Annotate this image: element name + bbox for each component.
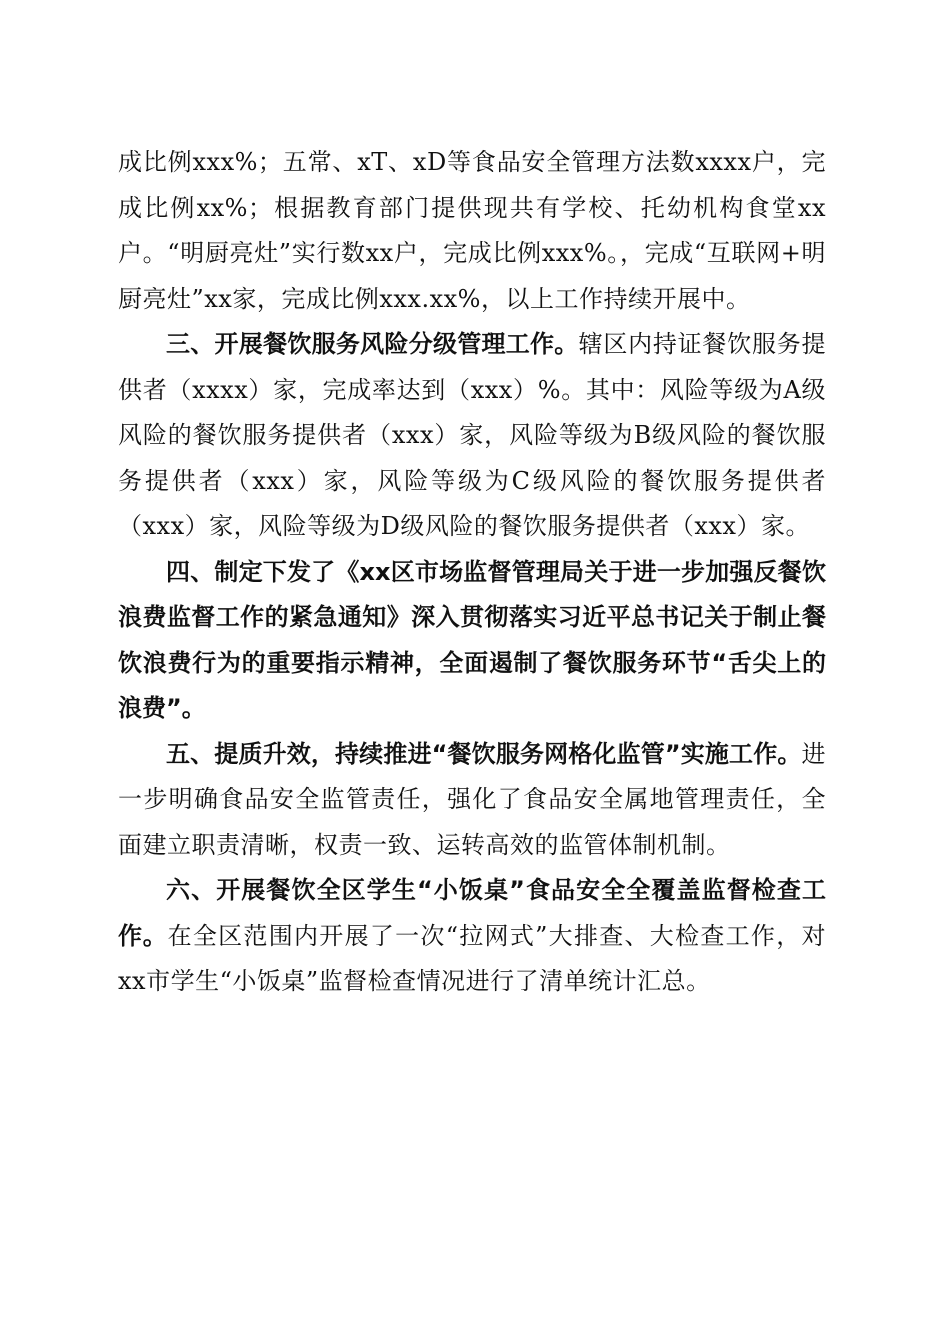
section-heading-grid-supervision: 五、提质升效，持续推进“餐饮服务网格化监管”实施工作。 [166,739,802,768]
section-heading-risk-grading: 三、开展餐饮服务风险分级管理工作。 [166,330,579,358]
paragraph-anti-waste-notice-text: 四、制定下发了《xx区市场监督管理局关于进一步加强反餐饮浪费监督工作的紧急通知》深入贯彻落实习近平总书记关于制止餐饮浪费行为的重要指示精神，全面遏制了餐饮服务环节“舌尖上的浪费”。 [118,557,826,722]
paragraph-student-dining [118,868,826,1005]
document-page [118,140,826,1005]
paragraph-grid-supervision [118,732,826,869]
paragraph-student-dining-body: 在全区范围内开展了一次“拉网式”大排查、大检查工作，对xx市学生“小饭桌”监督检查情况进行了清单统计汇总。 [118,921,827,995]
paragraph-grid-supervision-body: 进一步明确食品安全监管责任，强化了食品安全属地管理责任，全面建立职责清晰，权责一致、运转高效的监管体制机制。 [118,739,826,859]
paragraph-risk-grading-body: 辖区内持证餐饮服务提供者（xxxx）家，完成率达到（xxx）%。其中：风险等级为A级风险的餐饮服务提供者（xxx）家，风险等级为B级风险的餐饮服务提供者（xxx）家，风险等级为C级风险的餐饮服务提供者（xxx）家，风险等级为D级风险的餐饮服务提供者（xxx）家。 [118,330,827,540]
paragraph-anti-waste-notice [118,550,826,732]
section-heading-student-dining: 六、开展餐饮全区学生“小饭桌”食品安全全覆盖监督检查工作。 [118,876,826,950]
paragraph-risk-grading [118,322,826,550]
paragraph-completion-stats [118,140,826,322]
paragraph-completion-stats-text: 成比例xxx%；五常、xT、xD等食品安全管理方法数xxxx户，完成比例xx%；根据教育部门提供现共有学校、托幼机构食堂xx户。“明厨亮灶”实行数xx户，完成比例xxx%。，完成“互联网+明厨亮灶”xx家，完成比例xxx.xx%，以上工作持续开展中。 [118,148,826,313]
